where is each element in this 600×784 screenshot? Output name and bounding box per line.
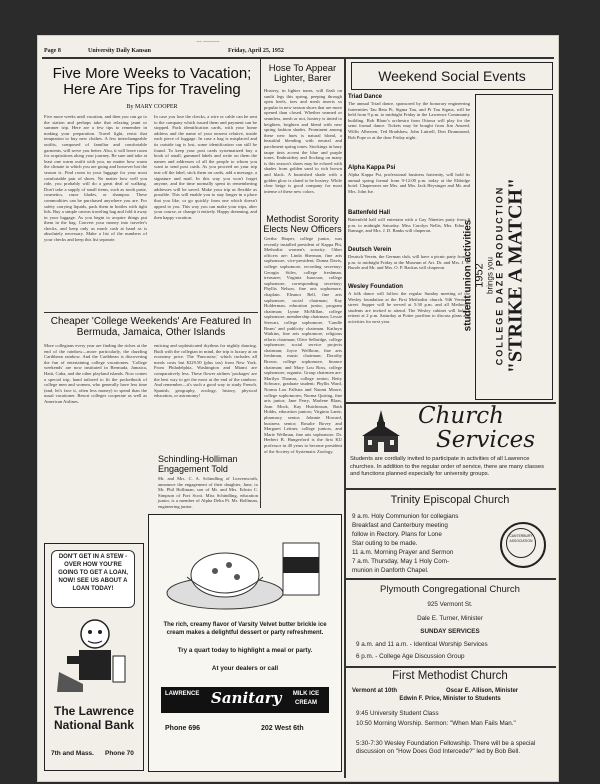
methodist-student-minister: Edwin F. Price, Minister to Students	[399, 696, 501, 702]
ad-call: At your dealers or call	[211, 665, 279, 672]
church-services-title-2: Services	[436, 427, 536, 453]
methodist-location: Vermont at 10th	[352, 688, 398, 694]
methodist-sorority-body: Gertha Harper, college junior, was recently installed president of Kappa Phi, Methodist women's sorority. Other officers are: Linda Sherman, fine arts sophomore, vice-president; Donna Davis, college sophomore, recording secretary; Georgia Stiles, college freshman, treasurer; Virginia Isaacson, college sophomore, corresponding secretary; Phyllis Nelson, fine arts sophomore, chaplain. Eleanor Bell, fine arts sophomore, social chairman; Kay Holderman, education junior, program chairman; Lynne McMillan, college sophomore, membership chairman; Lessie Stewart, college sophomore, 'Candle Beam' and publicity chairman. Kathryn Watkins, fine arts sophomore, religious efforts chairman; Olive Selbridge, college sophomore, social service projects chairman; Joyce Wellborn, fine arts freshman, music chairman; Dorothy Brown, college sophomore, finance chairman; and Mary Lou Ross, college sophomore, organist. Group chairmen are: Marilyn Thomas, college senior; Betty Schwarz, graduate student; Phyllis Ward, Norma Lou Fallstra and Naomi Moore, college sophomores; Norma Quiring, fine arts junior; Jane Perry, Marlene Blaas, Joan Mock, Kay Hutchinson, Ruth Hobbs, education juniors; Virginia Lantz, pharmacy senior; Johnnie Howard, business senior; Rosalie Bovey and Margaret Leitner, college juniors, and Marie Wellman, fine arts sophomore. Dr. Herbert B. Hungerford is the first KU professor in 40 years to become president of the Society of Systematic Zoology.	[264, 236, 342, 454]
trinity-line: 9 a.m. Holy Communion for collegians	[352, 513, 459, 520]
top-scribble: ~~ ~~~~~~	[196, 40, 220, 45]
plymouth-name: Plymouth Congregational Church	[380, 584, 520, 595]
section-rule	[346, 666, 556, 668]
vacation-body-right: In case you lose the checks, a wire or cable can be sent to the company which issued them and payment can be stopped. Pack identification cards, with your home address and the name of your nearest relative, inside each piece of luggage. In case a bag is misplaced and its outside tag is lost, some identification can still be found. To keep your post cards systematized buy a book of small, gummed labels and write on them the names and addresses of all the people to whom you want to send post cards. As you proceed on your trip tear off the label, stick them on cards, add a message, a signature and mail. In this way you won't forget anyone, and the time normally spent in remembering addresses will be saved. Make your trip as flexible as possible. This will enable you to stay longer in a place that you like, or go quickly from one which doesn't appeal to you. This way you can make your trips, alter your course, or change it entirely. Happy dreaming, and then happy vacation.	[154, 114, 257, 220]
methodist-minister: Oscar E. Allison, Minister	[446, 688, 519, 694]
column-rule	[260, 58, 261, 508]
strike-rotated-text	[463, 131, 528, 421]
methodist-line: 10:50 Morning Worship. Sermon: "When Man Fails Man."	[356, 720, 516, 727]
methodist-church-name: First Methodist Church	[392, 670, 508, 682]
ad-address: 202 West 6th	[261, 725, 304, 732]
logo-right: MILK ICE CREAM	[292, 691, 320, 706]
social-section-body: The annual Triad dance, sponsored by the honorary engineering fraternities Tau Beta Pi, Sigma Tau, and Pi Tau Sigma, will be held from 9 p.m. to midnight Friday in the Lawrence Community building. Bob Blanc's orchestra from Ottawa will play for the semi formal dance. Tickets may be bought from Jim Anseed, Willis Albersen, Ted Bradshaw, John Luttrell, Don Drummond, Bob Pope or at the door Friday night.	[348, 101, 470, 140]
masthead-rule	[42, 57, 554, 59]
social-section-title: Battenfeld Hall	[348, 210, 391, 216]
social-section-title: Deutsch Verein	[348, 247, 392, 253]
trinity-schedule	[352, 512, 492, 575]
methodist-line: 5:30-7:30 Wesley Foundation Fellowship. There will be a special discussion on "How Does God Intercede?" led by Bob Bell.	[356, 740, 536, 755]
logo-brand: LAWRENCE	[165, 691, 200, 697]
strike-sponsor: student union activities	[462, 219, 474, 332]
bank-ad	[44, 543, 144, 771]
social-section-body: Alpha Kappa Psi, professional business fraternity, will hold its annual spring formal from 9-12:00 p.m. today at the Eldridge hotel. Chaperones are Mrs. and Mrs. Jack Heysinger and Mr. and Mrs. John Ise.	[348, 172, 470, 194]
social-section-body: Battenfeld hall will entertain with a Gay Nineties party from 9 p.m. to midnight Saturday. Miss Carolyn Nellis, Mrs. Edna E. Ramage, and Mrs. J. D. Banks will chaperon.	[348, 217, 470, 234]
church-services-title-1: Church	[418, 403, 504, 429]
plymouth-line: 9 a.m. and 11 a.m. - Identical Worship Services	[356, 641, 488, 648]
ad-description: The rich, creamy flavor of Varsity Velvet butter brickle ice cream makes a delightful dessert or party refreshment.	[163, 622, 327, 636]
strike-year: 1952	[473, 263, 486, 288]
social-section-title: Alpha Kappa Psi	[348, 165, 396, 171]
sanitary-logo	[161, 687, 329, 713]
newspaper-page	[38, 36, 558, 781]
methodist-sorority-headline: Methodist Sorority Elects New Officers	[263, 214, 342, 234]
ice-cream-illustration	[155, 523, 335, 615]
trinity-line: Breakfast and Canterbury meeting	[352, 522, 448, 529]
vacation-byline: By MARY COOPER	[126, 104, 178, 110]
column-rule	[344, 58, 346, 778]
social-sections	[348, 94, 470, 347]
section-rule	[346, 488, 556, 490]
vacation-headline: Five More Weeks to Vacation; Here Are Tips for Traveling	[52, 65, 252, 98]
strike-title: "STRIKE A MATCH"	[504, 177, 527, 374]
strike-a-match-ad	[462, 94, 553, 400]
trinity-line: 11 a.m. Morning Prayer and Sermon	[352, 549, 454, 556]
social-headline: Weekend Social Events	[378, 68, 526, 84]
trinity-line: munion in Danforth Chapel.	[352, 567, 429, 574]
church-icon	[356, 408, 406, 454]
trinity-line: Star outing to be made.	[352, 540, 418, 547]
issue-date: Friday, April 25, 1952	[228, 48, 284, 54]
plymouth-section: SUNDAY SERVICES	[420, 628, 480, 635]
ad-phone: Phone 696	[165, 725, 201, 732]
ad-suggestion: Try a quart today to highlight a meal or party.	[177, 647, 313, 654]
social-section-title: Triad Dance	[348, 94, 383, 100]
page-number: Page 8	[44, 48, 61, 54]
strike-production: COLLEGE DAZE PRODUCTION	[494, 185, 505, 366]
section-rule	[44, 312, 258, 313]
vacation-body-left: Five more weeks until vacation, and then you can go to the station and perhaps take that relaxing jaunt or summer trip. Here are a few tips to remember in making your preparation. Travel light, resist that temptation to buy new clothes. A few interchangeable outfits, composed of familiar and comfortable garments, will serve you better. Also, it will leave room for acquisitions along your journey. Be sure and take at least one warm outfit with you, no matter how warm the climate to which you are going and however hot the season is. Find room in your luggage for your most comfortable pair of shoes. No matter how well you ride, you probably will do a great deal of walking. Don't take a supply of small items, such as tooth paste, cosmetics, razor blades, or shampoo. These commodities can be purchased anywhere you are. For safety carrying liquids, pack them in bottles with tight lids. Buy a simple canvas traveling bag and fold it away in your luggage. As you begin to acquire things put them in the bag. Convert your money into traveler's checks, and keep only as much cash at hand as is absolutely necessary. Make a list of the numbers of your checks and keep this list separate.	[44, 114, 147, 243]
speech-bubble: DON'T GET IN A STEW - OVER HOW YOU'RE GOING TO GET A LOAN, NOW! SEE US ABOUT A LOAN TODAY!	[51, 550, 135, 608]
church-services-intro: Students are cordially invited to participate in activities of all Lawrence churches. In addition to the regular order of service, there are many classes and functions planned especially for university groups.	[350, 456, 544, 477]
bermuda-body-right: enticing and sophisticated rhythms for nightly dancing. Built with the collegian in mind, the trip is luxury at an economy price. The 'Funcruise,' which includes all meals costs but $229.50 (plus tax) from New York. From Philadelphia, Washington and Miami are comparatively less. These flower airlines 'packages' are the best way to get the most at the end of the rainbow. And remember—it's such a good way to study French, Spanish, geography, zoology, history, physical education, or astronomy!	[154, 343, 257, 399]
social-section-body: Deutsch Verein, the German club, will have a picnic party from 5 p.m. to midnight Friday at the Museum of Art. Dr. and Mrs. J. A. Burzle and Mr. and Mrs. O. P. Backus will chaperon.	[348, 254, 470, 271]
schindling-body: Mr. and Mrs. C. A. Schindling of Leavenworth, announce the engagement of their daughter, June, to Mr. Phil Holliman, son of Mr. and Mrs. Edwin C. Simpson of Fort Scott. Miss Schindling, education junior, is a member of Alpha Delta Pi. Mr. Holliman, engineering junior.	[158, 476, 258, 509]
strike-brings: brings you	[485, 257, 495, 294]
logo-script: Sanitary	[211, 689, 282, 707]
ice-cream-ad	[148, 514, 342, 772]
bank-address: 7th and Mass.	[51, 750, 94, 757]
paper-name: University Daily Kansan	[88, 48, 152, 54]
cartoon-man-illustration	[53, 612, 135, 694]
section-rule	[346, 578, 556, 580]
trinity-name: Trinity Episcopal Church	[390, 494, 510, 506]
plymouth-address: 925 Vermont St.	[427, 601, 473, 608]
bermuda-body-left: More collegians every year are finding the riches at the end of the rainbow—more particularly, the dazzling Caribbean rainbow. And the Caribbean is discovering the fun of entertaining college vacationers. 'College weekends' are now instituted in Bermuda, Jamaica, Haiti, Cuba, and the other playland islands. Now comes a special trip, hand tailored to fit the pocketbook of college men and women, who generally have less time (and, let's face it, often less money) to spend than the usual vacationer. Resort colleges cooperate as well as American Airlines.	[44, 343, 147, 404]
social-header-box	[351, 62, 553, 90]
methodist-line: 9:45 University Student Class	[356, 710, 439, 717]
hose-headline: Hose To Appear Lighter, Barer	[268, 63, 337, 84]
hose-body: Hosiery, in lighter tones, will flash on sunlit legs this spring, peeping through open heels, toes and mesh inserts so popular in new season shoes that are more opened than closed. Whether seamed or seamless, mesh or not, hosiery is tinted to heighten, brighten and blend with new spring fashion shades. Prominent among these new hues is natural blond, a beautiful blending with neutral and parchment spring tones. Stockings in hazy taupe tints accent the blue and purple tones. Embroidery and flocking on many is this season's shoes may be echoed with shades from golden sand to rich brown and black. A burnished shade with a golden glow is slated to be hosiery. While clear beige is good company for most intense of these new colors.	[264, 88, 342, 194]
bank-name: The Lawrence National Bank	[53, 704, 135, 732]
canterbury-seal	[500, 522, 546, 568]
plymouth-minister: Dale E. Turner, Minister	[417, 615, 483, 622]
plymouth-line: 6 p.m. - College Age Discussion Group	[356, 653, 465, 660]
bank-phone: Phone 70	[105, 750, 134, 757]
social-section-title: Wesley Foundation	[348, 284, 403, 290]
bermuda-headline: Cheaper 'College Weekends' Are Featured In Bermuda, Jamaica, Other Islands	[50, 316, 252, 338]
trinity-line: 7 a.m. Thursday, May 1 Holy Com-	[352, 558, 450, 565]
seal-text: CANTERBURY ASSOCIATION	[506, 528, 536, 558]
schindling-headline: Schindling-Holliman Engagement Told	[158, 454, 238, 474]
social-section-body: A folk dance will follow the regular Sunday meeting of the Wesley foundation at the First Methodist church. 946 Vermont street. Supper will be served at 5:30 p.m. and all Methodist students are invited to attend. The Wesley cabinet will hold a retreat at 2 p.m. Saturday at Potter pavilion to discuss plans and activities for next year.	[348, 291, 470, 324]
trinity-line: follow in Rectory. Plans for Lone	[352, 531, 442, 538]
